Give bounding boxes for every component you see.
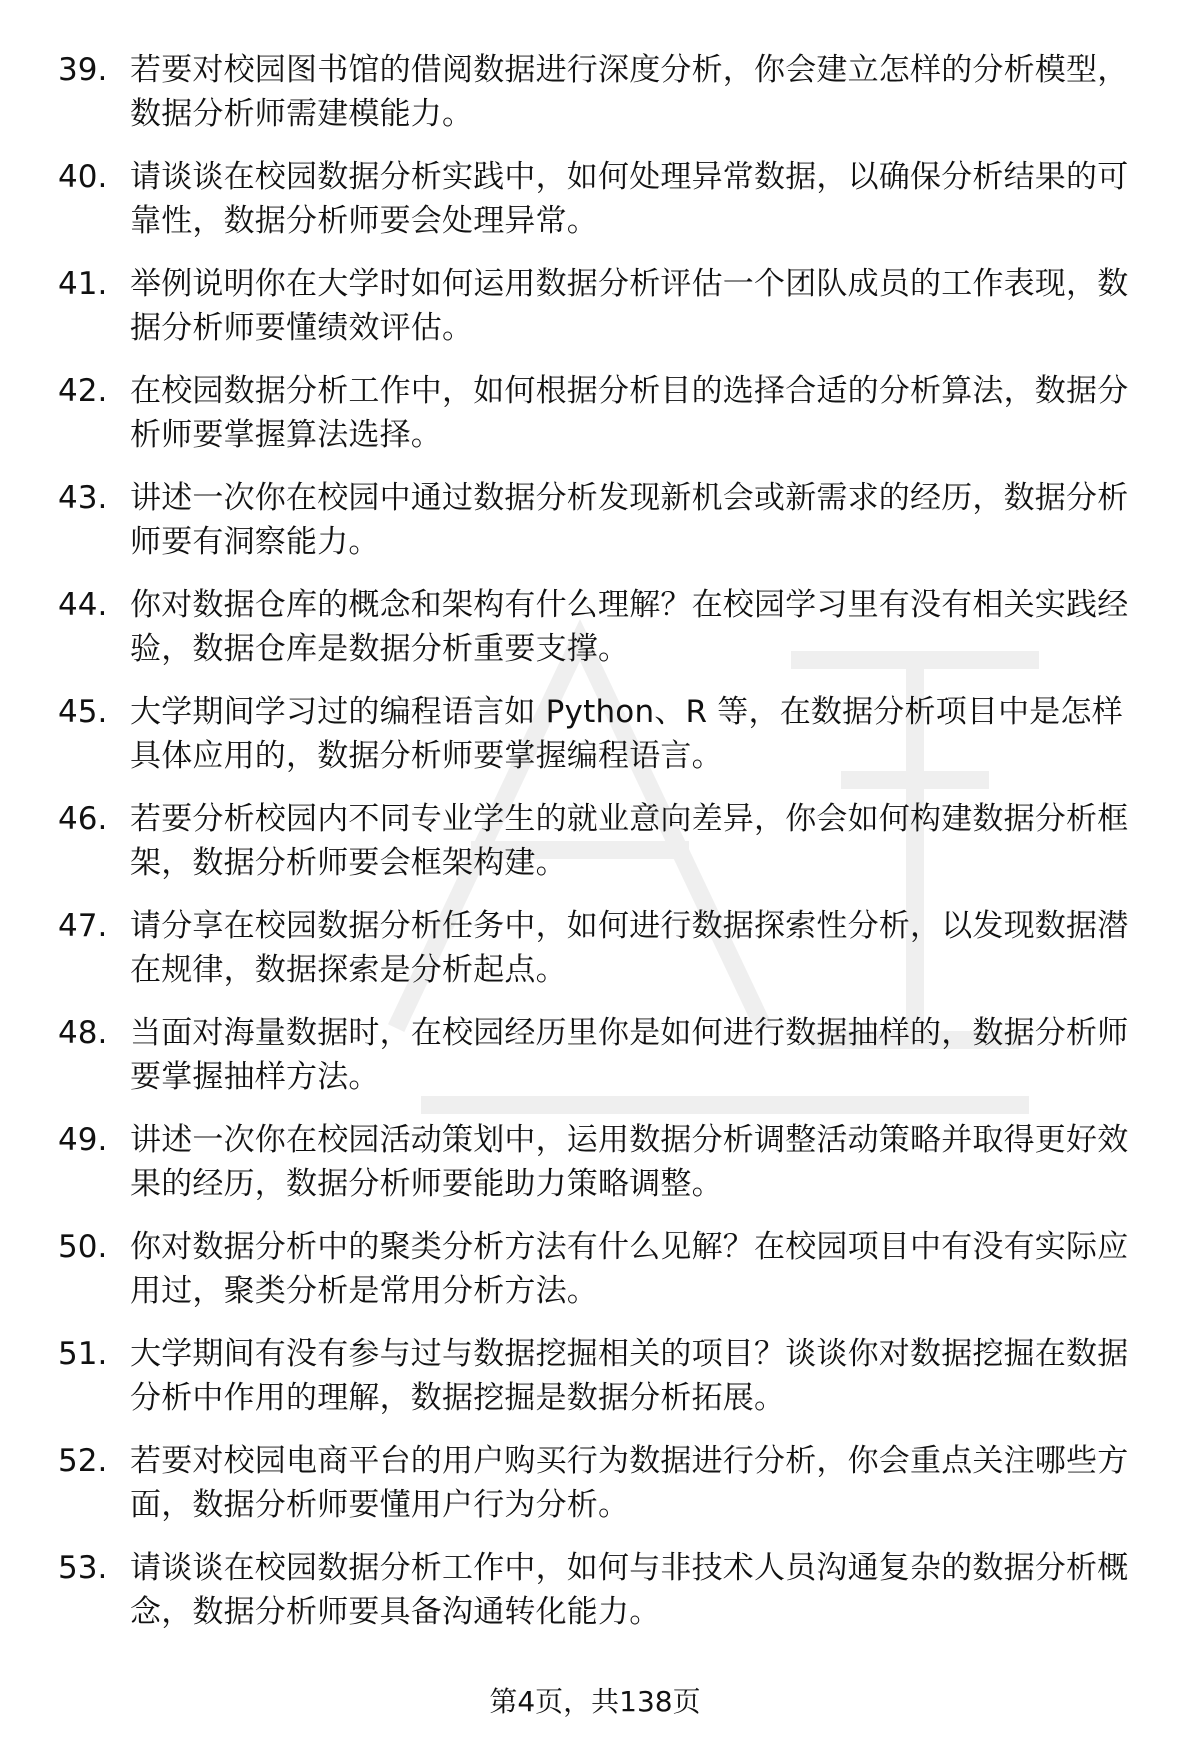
question-number: 52. (58, 1443, 108, 1479)
question-number: 51. (58, 1336, 108, 1372)
question-number: 53. (58, 1550, 108, 1586)
question-text: 讲述一次你在校园中通过数据分析发现新机会或新需求的经历，数据分析师要有洞察能力。 (130, 480, 1129, 560)
question-item (58, 904, 1148, 1011)
question-text: 请分享在校园数据分析任务中，如何进行数据探索性分析，以发现数据潜在规律，数据探索是分析起点。 (130, 908, 1129, 988)
question-item (58, 155, 1148, 262)
question-number: 45. (58, 694, 108, 730)
question-item (58, 797, 1148, 904)
question-text: 当面对海量数据时，在校园经历里你是如何进行数据抽样的，数据分析师要掌握抽样方法。 (130, 1015, 1129, 1095)
question-number: 50. (58, 1229, 108, 1265)
page-footer: 第4页，共138页 (489, 1685, 701, 1718)
question-text: 若要对校园图书馆的借阅数据进行深度分析，你会建立怎样的分析模型，数据分析师需建模能力。 (130, 52, 1129, 132)
question-number: 39. (58, 52, 108, 88)
question-text: 讲述一次你在校园活动策划中，运用数据分析调整活动策略并取得更好效果的经历，数据分析师要能助力策略调整。 (130, 1122, 1129, 1202)
question-text: 大学期间有没有参与过与数据挖掘相关的项目？谈谈你对数据挖掘在数据分析中作用的理解，数据挖掘是数据分析拓展。 (130, 1336, 1129, 1416)
question-text: 举例说明你在大学时如何运用数据分析评估一个团队成员的工作表现，数据分析师要懂绩效评估。 (130, 266, 1129, 346)
question-item (58, 1439, 1148, 1546)
question-number: 44. (58, 587, 108, 623)
question-number: 49. (58, 1122, 108, 1158)
question-text: 你对数据仓库的概念和架构有什么理解？在校园学习里有没有相关实践经验，数据仓库是数据分析重要支撑。 (130, 587, 1129, 667)
question-text: 请谈谈在校园数据分析实践中，如何处理异常数据，以确保分析结果的可靠性，数据分析师要会处理异常。 (130, 159, 1129, 239)
question-number: 42. (58, 373, 108, 409)
question-item (58, 690, 1148, 797)
question-number: 43. (58, 480, 108, 516)
question-number: 46. (58, 801, 108, 837)
question-list (58, 48, 1148, 1653)
question-text: 在校园数据分析工作中，如何根据分析目的选择合适的分析算法，数据分析师要掌握算法选择。 (130, 373, 1129, 453)
question-text: 请谈谈在校园数据分析工作中，如何与非技术人员沟通复杂的数据分析概念，数据分析师要具备沟通转化能力。 (130, 1550, 1129, 1630)
question-number: 40. (58, 159, 108, 195)
question-text: 大学期间学习过的编程语言如 Python、R 等，在数据分析项目中是怎样具体应用的，数据分析师要掌握编程语言。 (130, 694, 1123, 774)
question-item (58, 476, 1148, 583)
question-number: 47. (58, 908, 108, 944)
question-item (58, 583, 1148, 690)
question-item (58, 1546, 1148, 1653)
question-text: 你对数据分析中的聚类分析方法有什么见解？在校园项目中有没有实际应用过，聚类分析是常用分析方法。 (130, 1229, 1129, 1309)
question-item (58, 1332, 1148, 1439)
question-number: 48. (58, 1015, 108, 1051)
question-item (58, 48, 1148, 155)
question-item (58, 1011, 1148, 1118)
question-item (58, 262, 1148, 369)
question-text: 若要分析校园内不同专业学生的就业意向差异，你会如何构建数据分析框架，数据分析师要会框架构建。 (130, 801, 1129, 881)
question-item (58, 1118, 1148, 1225)
question-item (58, 369, 1148, 476)
question-text: 若要对校园电商平台的用户购买行为数据进行分析，你会重点关注哪些方面，数据分析师要懂用户行为分析。 (130, 1443, 1129, 1523)
question-item (58, 1225, 1148, 1332)
question-number: 41. (58, 266, 108, 302)
